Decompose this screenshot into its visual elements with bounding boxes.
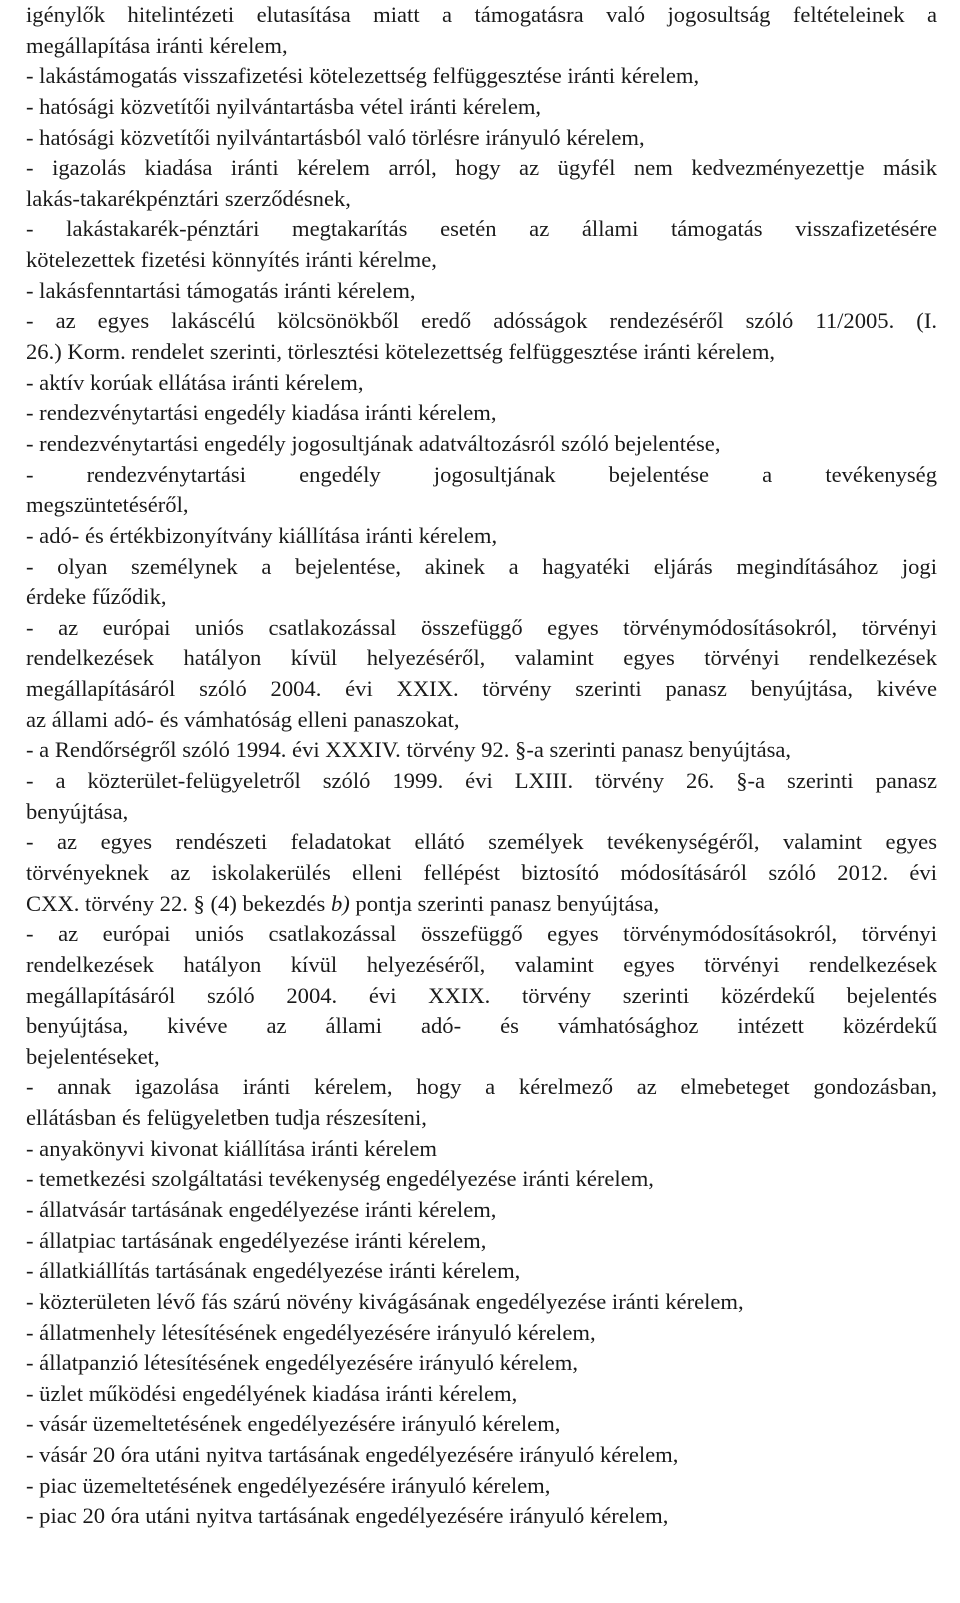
- text-line: - a közterület-felügyeletről szóló 1999. évi LXIII. törvény 26. §-a szerinti panasz: [26, 768, 937, 794]
- text-line: megszüntetéséről,: [26, 492, 189, 518]
- text-line: - az egyes rendészeti feladatokat ellátó személyek tevékenységéről, valamint egyes: [26, 829, 937, 855]
- text-line: - rendezvénytartási engedély kiadása iránti kérelem,: [26, 400, 497, 426]
- text-line: - állatmenhely létesítésének engedélyezésére irányuló kérelem,: [26, 1319, 596, 1345]
- text-segment: pontja szerinti panasz benyújtása,: [349, 890, 660, 916]
- text-line: - rendezvénytartási engedély jogosultjának bejelentése a tevékenység: [26, 461, 937, 487]
- text-line: - rendezvénytartási engedély jogosultjának adatváltozásról szóló bejelentése,: [26, 430, 721, 456]
- text-line: - állatkiállítás tartásának engedélyezése iránti kérelem,: [26, 1258, 521, 1284]
- text-line: megállapítása iránti kérelem,: [26, 32, 288, 58]
- text-line: megállapításáról szóló 2004. évi XXIX. törvény szerinti panasz benyújtása, kivéve: [26, 676, 937, 702]
- text-line: az állami adó- és vámhatóság elleni panaszokat,: [26, 706, 460, 732]
- text-line: rendelkezések hatályon kívül helyezéséről, valamint egyes törvényi rendelkezések: [26, 951, 937, 977]
- text-line: lakás-takarékpénztári szerződésnek,: [26, 185, 351, 211]
- text-line: - hatósági közvetítői nyilvántartásból való törlésre irányuló kérelem,: [26, 124, 645, 150]
- text-line: igénylők hitelintézeti elutasítása miatt a támogatásra való jogosultság feltételeinek a: [26, 2, 937, 27]
- text-line: - igazolás kiadása iránti kérelem arról, hogy az ügyfél nem kedvezményezettje másik: [26, 155, 937, 181]
- text-line: megállapításáról szóló 2004. évi XXIX. törvény szerinti közérdekű bejelentés: [26, 982, 937, 1008]
- text-line: - állatvásár tartásának engedélyezése iránti kérelem,: [26, 1196, 497, 1222]
- text-line: benyújtása,: [26, 798, 129, 824]
- text-line: - közterületen lévő fás szárú növény kivágásának engedélyezése iránti kérelem,: [26, 1288, 744, 1314]
- text-line: rendelkezések hatályon kívül helyezéséről, valamint egyes törvényi rendelkezések: [26, 645, 937, 671]
- text-line: ellátásban és felügyeletben tudja részesíteni,: [26, 1105, 427, 1131]
- text-line: - a Rendőrségről szóló 1994. évi XXXIV. törvény 92. §-a szerinti panasz benyújtása,: [26, 737, 792, 763]
- text-line: - annak igazolása iránti kérelem, hogy a kérelmező az elmebeteget gondozásban,: [26, 1074, 937, 1100]
- text-line: - adó- és értékbizonyítvány kiállítása iránti kérelem,: [26, 522, 498, 548]
- text-line: - piac üzemeltetésének engedélyezésére irányuló kérelem,: [26, 1472, 551, 1498]
- text-line: - lakásfenntartási támogatás iránti kérelem,: [26, 277, 416, 303]
- text-line: törvényeknek az iskolakerülés elleni fellépést biztosító módosításáról szóló 2012. évi: [26, 859, 937, 885]
- text-line: benyújtása, kivéve az állami adó- és vámhatósághoz intézett közérdekű: [26, 1013, 937, 1039]
- text-line: - állatpiac tartásának engedélyezése iránti kérelem,: [26, 1227, 487, 1253]
- text-line: - az egyes lakáscélú kölcsönökből eredő adósságok rendezéséről szóló 11/2005. (I.: [26, 308, 937, 334]
- text-line: - aktív korúak ellátása iránti kérelem,: [26, 369, 364, 395]
- text-line: - vásár 20 óra utáni nyitva tartásának engedélyezésére irányuló kérelem,: [26, 1442, 679, 1468]
- italic-reference: b): [330, 890, 350, 916]
- text-line: 26.) Korm. rendelet szerinti, törlesztési kötelezettség felfüggesztése iránti kérelem,: [26, 339, 776, 365]
- text-line: - állatpanzió létesítésének engedélyezésére irányuló kérelem,: [26, 1350, 579, 1376]
- text-line: - az európai uniós csatlakozással összefüggő egyes törvénymódosításokról, törvényi: [26, 614, 937, 640]
- text-line: - az európai uniós csatlakozással összefüggő egyes törvénymódosításokról, törvényi: [26, 921, 937, 947]
- text-line: - üzlet működési engedélyének kiadása iránti kérelem,: [26, 1380, 518, 1406]
- text-line: - anyakönyvi kivonat kiállítása iránti kérelem: [26, 1135, 437, 1161]
- text-line: - vásár üzemeltetésének engedélyezésére irányuló kérelem,: [26, 1411, 561, 1437]
- text-line: kötelezettek fizetési könnyítés iránti kérelme,: [26, 247, 437, 273]
- text-line: - hatósági közvetítői nyilvántartásba vétel iránti kérelem,: [26, 93, 542, 119]
- text-line: - piac 20 óra utáni nyitva tartásának engedélyezésére irányuló kérelem,: [26, 1503, 669, 1529]
- text-line: [26, 889, 937, 920]
- text-line: érdeke fűződik,: [26, 584, 167, 610]
- text-line: bejelentéseket,: [26, 1043, 160, 1069]
- text-line: - lakástámogatás visszafizetési kötelezettség felfüggesztése iránti kérelem,: [26, 63, 700, 89]
- text-line: - lakástakarék-pénztári megtakarítás esetén az állami támogatás visszafizetésére: [26, 216, 937, 242]
- text-segment: CXX. törvény 22. § (4) bekezdés: [26, 890, 331, 916]
- text-line: - temetkezési szolgáltatási tevékenység engedélyezése iránti kérelem,: [26, 1166, 654, 1192]
- text-line: - olyan személynek a bejelentése, akinek a hagyatéki eljárás megindításához jogi: [26, 553, 937, 579]
